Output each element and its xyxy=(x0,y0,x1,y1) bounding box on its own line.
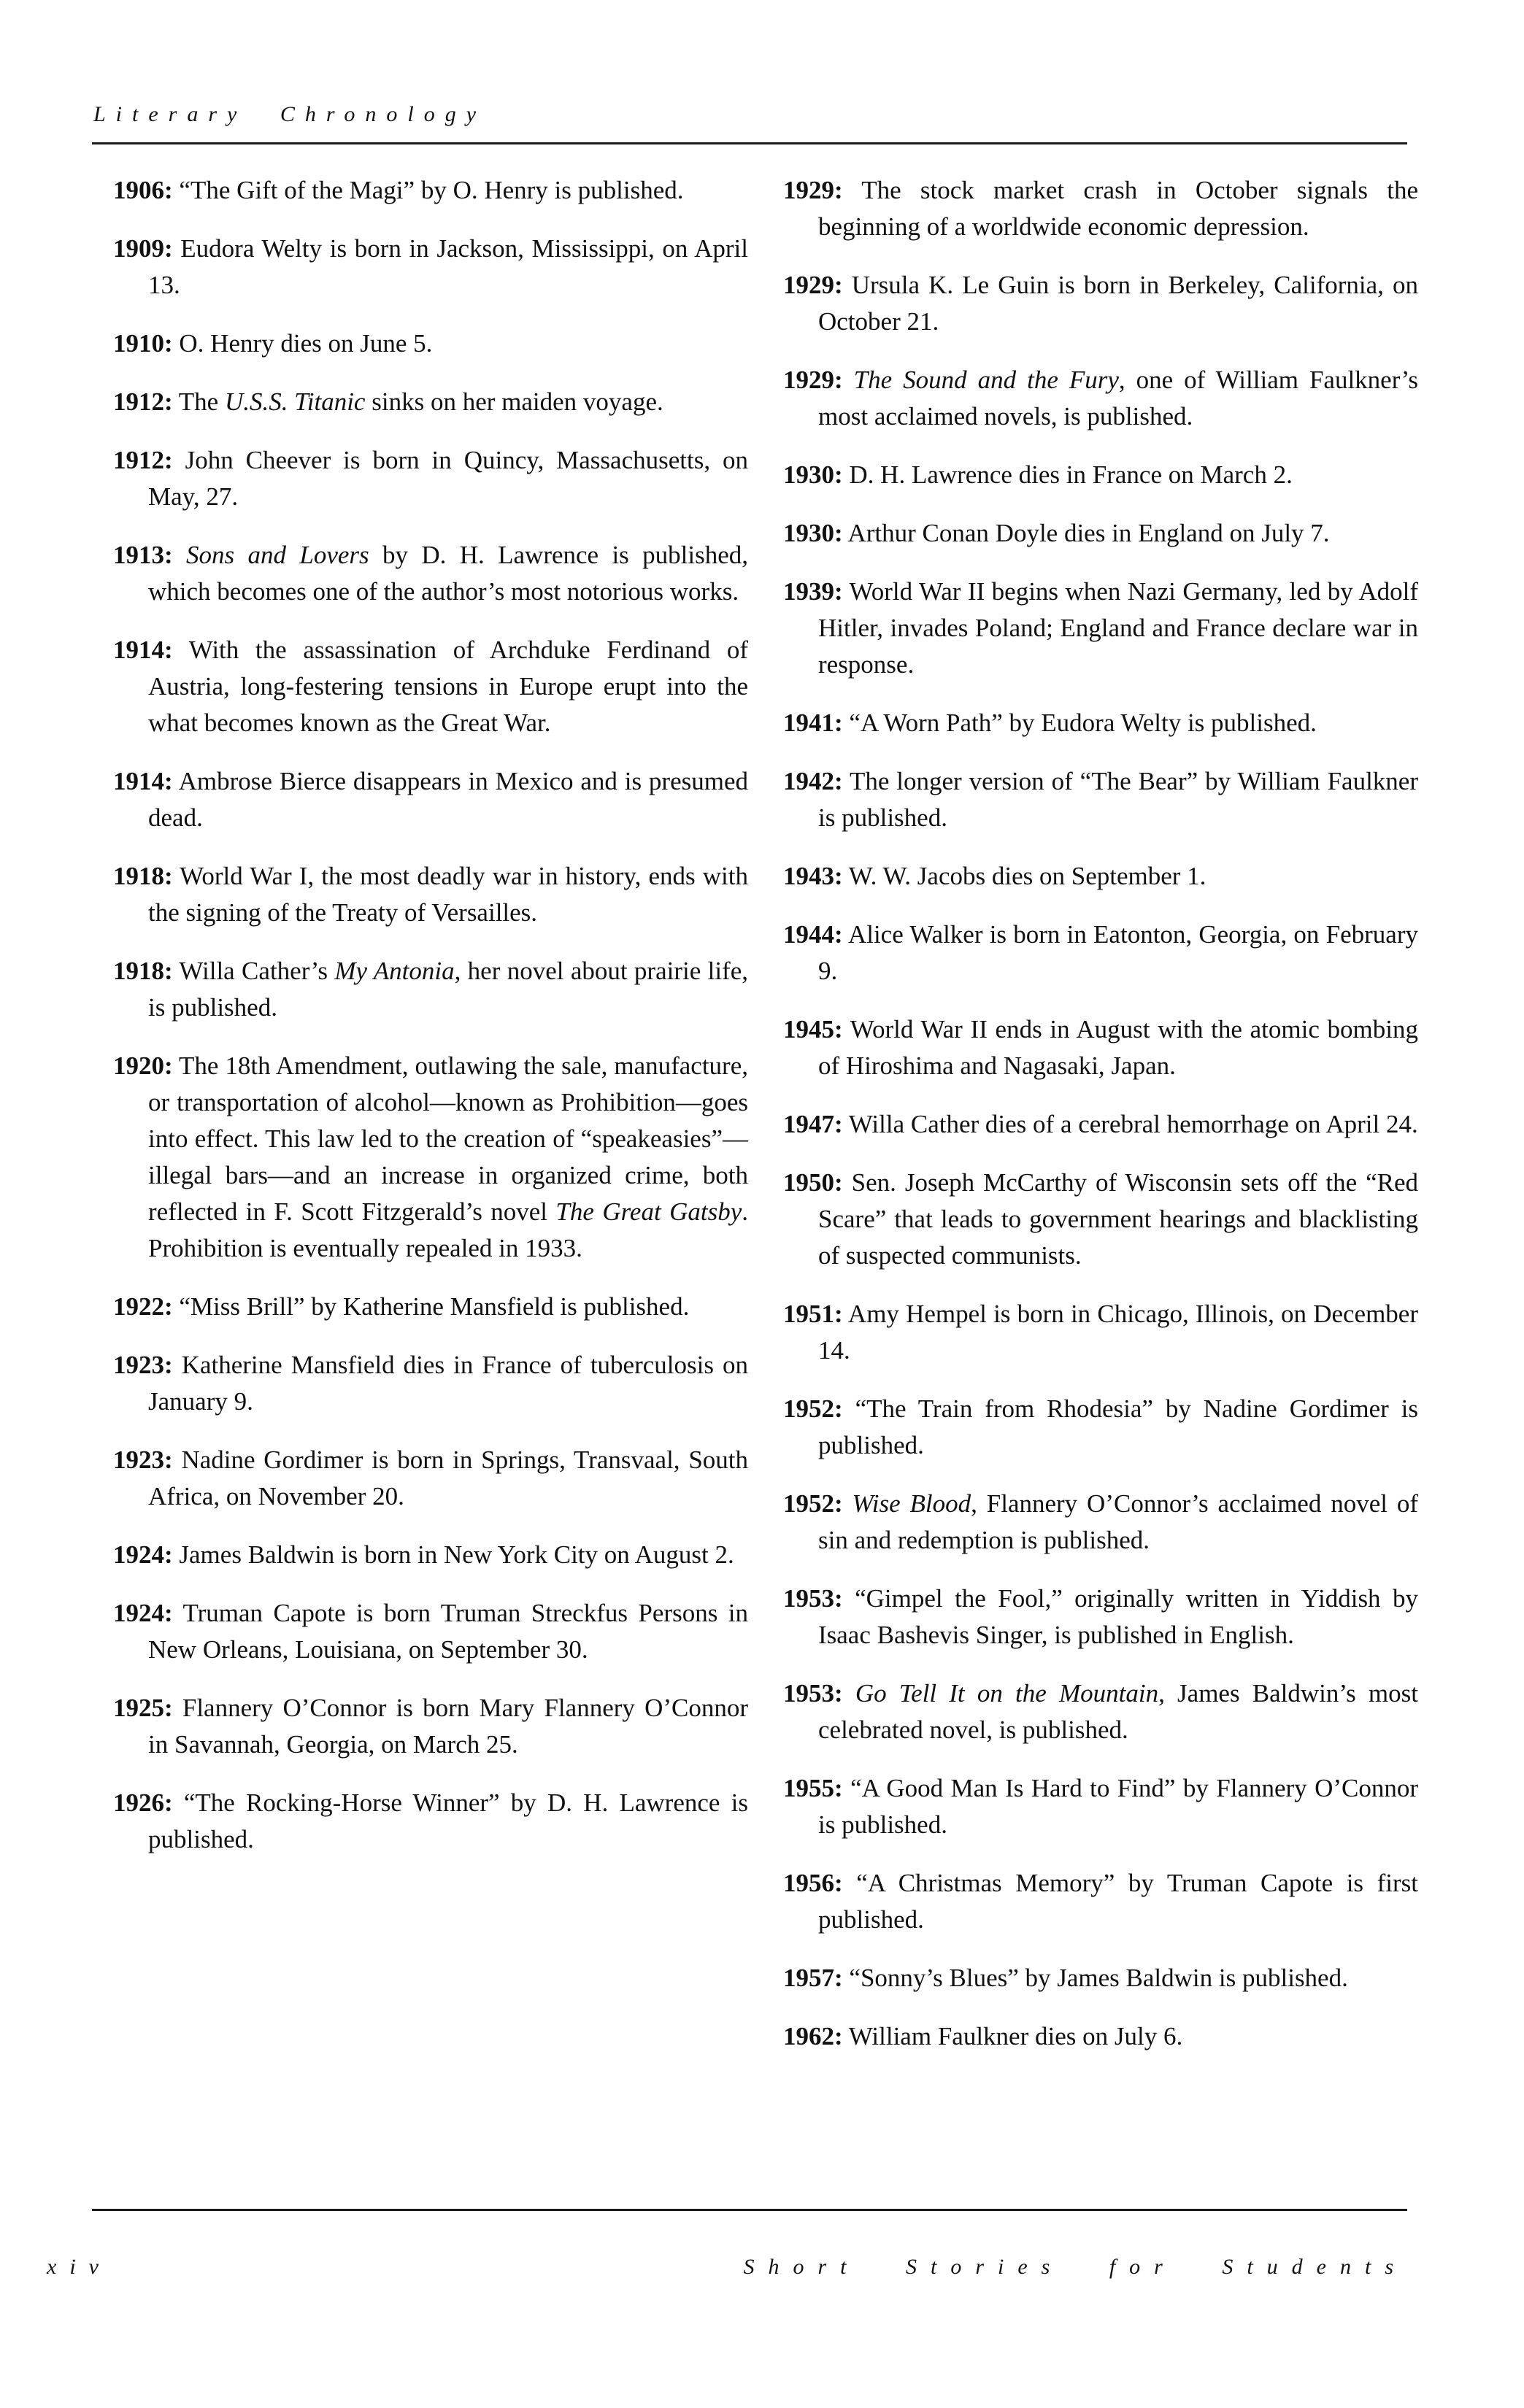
entry-year: 1914: xyxy=(113,636,173,664)
entry-text: Ursula K. Le Guin is born in Berkeley, California, on October 21. xyxy=(818,271,1418,336)
entry-year: 1924: xyxy=(113,1599,173,1627)
entry-year: 1918: xyxy=(113,957,173,985)
entry-text: The longer version of “The Bear” by William Faulkner is published. xyxy=(818,767,1418,832)
entry-year: 1956: xyxy=(783,1869,843,1897)
chronology-entry xyxy=(783,1486,1418,1559)
entry-text: World War II ends in August with the atomic bombing of Hiroshima and Nagasaki, Japan. xyxy=(818,1015,1419,1080)
entry-year: 1920: xyxy=(113,1051,173,1080)
entry-year: 1926: xyxy=(113,1788,173,1817)
entry-year: 1962: xyxy=(783,2022,843,2050)
entry-year: 1918: xyxy=(113,862,173,890)
entry-text: John Cheever is born in Quincy, Massachusetts, on May, 27. xyxy=(148,446,749,511)
entry-year: 1955: xyxy=(783,1774,843,1802)
entry-year: 1924: xyxy=(113,1540,173,1569)
chronology-entry xyxy=(113,231,748,304)
entry-text: Sen. Joseph McCarthy of Wisconsin sets off the “Red Scare” that leads to government hearings and blacklisting of suspected communists. xyxy=(818,1168,1419,1270)
right-column xyxy=(783,172,1418,2077)
chronology-entry xyxy=(783,1011,1418,1084)
entry-year: 1957: xyxy=(783,1964,843,1992)
entry-text: Nadine Gordimer is born in Springs, Transvaal, South Africa, on November 20. xyxy=(148,1446,749,1510)
entry-year: 1950: xyxy=(783,1168,843,1197)
entry-year: 1944: xyxy=(783,920,843,949)
chronology-entry xyxy=(783,1296,1418,1369)
entry-text: With the assassination of Archduke Ferdinand of Austria, long-festering tensions in Europe erupt into the what becomes known as the Great War. xyxy=(148,636,748,737)
entry-text: “A Good Man Is Hard to Find” by Flannery O’Connor is published. xyxy=(818,1774,1418,1839)
entry-text: “A Christmas Memory” by Truman Capote is first published. xyxy=(818,1869,1419,1934)
entry-year: 1952: xyxy=(783,1489,843,1518)
entry-text: The stock market crash in October signals the beginning of a worldwide economic depression. xyxy=(818,176,1418,241)
entry-year: 1945: xyxy=(783,1015,843,1043)
entry-year: 1939: xyxy=(783,577,843,606)
chronology-entry xyxy=(783,172,1418,245)
chronology-entry xyxy=(113,442,748,515)
entry-text: Ambrose Bierce disappears in Mexico and is presumed dead. xyxy=(148,767,748,832)
entry-year: 1953: xyxy=(783,1584,843,1613)
entry-text: World War I, the most deadly war in history, ends with the signing of the Treaty of Versailles. xyxy=(148,862,748,927)
chronology-entry xyxy=(113,384,748,420)
entry-year: 1925: xyxy=(113,1694,173,1722)
entry-text: Katherine Mansfield dies in France of tuberculosis on January 9. xyxy=(148,1351,748,1416)
entry-text: Willa Cather dies of a cerebral hemorrhage on April 24. xyxy=(848,1110,1418,1138)
chronology-entry xyxy=(783,574,1418,683)
chronology-entry xyxy=(113,763,748,836)
entry-text: “Gimpel the Fool,” originally written in Yiddish by Isaac Bashevis Singer, is published in English. xyxy=(818,1584,1418,1649)
chronology-entry xyxy=(783,705,1418,741)
chronology-entry xyxy=(783,457,1418,493)
entry-year: 1912: xyxy=(113,446,173,474)
header-rule xyxy=(92,142,1407,144)
entry-year: 1942: xyxy=(783,767,843,795)
entry-text: William Faulkner dies on July 6. xyxy=(848,2022,1183,2050)
entry-text: Willa Cather’s My Antonia, her novel about prairie life, is published. xyxy=(148,957,748,1022)
chronology-entry xyxy=(113,858,748,931)
entry-text: Wise Blood, Flannery O’Connor’s acclaimed novel of sin and redemption is published. xyxy=(818,1489,1418,1554)
chronology-entry xyxy=(783,1675,1418,1748)
entry-text: “The Gift of the Magi” by O. Henry is published. xyxy=(179,176,684,204)
entry-year: 1929: xyxy=(783,271,843,299)
entry-year: 1941: xyxy=(783,709,843,737)
entry-year: 1929: xyxy=(783,176,843,204)
entry-year: 1914: xyxy=(113,767,173,795)
chronology-entry xyxy=(783,2018,1418,2055)
entry-text: O. Henry dies on June 5. xyxy=(179,329,433,358)
chronology-entry xyxy=(113,1048,748,1267)
chronology-entry xyxy=(783,515,1418,552)
entry-year: 1923: xyxy=(113,1446,173,1474)
entry-year: 1947: xyxy=(783,1110,843,1138)
chronology-entry xyxy=(783,1770,1418,1843)
chronology-entry xyxy=(113,1289,748,1325)
chronology-entry xyxy=(783,1391,1418,1464)
entry-year: 1922: xyxy=(113,1292,173,1321)
page-number: xiv xyxy=(47,2255,112,2279)
entry-year: 1930: xyxy=(783,460,843,489)
entry-text: W. W. Jacobs dies on September 1. xyxy=(848,862,1206,890)
chronology-entry xyxy=(783,916,1418,989)
entry-text: The 18th Amendment, outlawing the sale, manufacture, or transportation of alcohol—known as Prohibition—goes into effect. This law led to the creation of “speakeasies”—illegal bars—and an increase in organized crime, both reflected in F. Scott Fitzgerald’s novel The Great Gatsby. Prohibition is eventually repealed in 1933. xyxy=(148,1051,748,1262)
chronology-entry xyxy=(783,362,1418,435)
chronology-entry xyxy=(113,1442,748,1515)
entry-text: Eudora Welty is born in Jackson, Mississippi, on April 13. xyxy=(148,234,749,299)
chronology-entry xyxy=(113,632,748,741)
chronology-entry xyxy=(783,858,1418,895)
entry-year: 1929: xyxy=(783,366,843,394)
entry-text: James Baldwin is born in New York City on August 2. xyxy=(179,1540,734,1569)
chronology-entry xyxy=(783,763,1418,836)
entry-text: The U.S.S. Titanic sinks on her maiden voyage. xyxy=(178,387,663,416)
chronology-entry xyxy=(783,1106,1418,1143)
entry-text: “Miss Brill” by Katherine Mansfield is published. xyxy=(179,1292,690,1321)
footer-rule xyxy=(92,2209,1407,2211)
chronology-entry xyxy=(113,1537,748,1573)
entry-text: Arthur Conan Doyle dies in England on July 7. xyxy=(847,519,1330,547)
entry-text: Go Tell It on the Mountain, James Baldwin’s most celebrated novel, is published. xyxy=(818,1679,1418,1744)
chronology-entry xyxy=(113,172,748,209)
chronology-entry xyxy=(783,1581,1418,1653)
entry-year: 1906: xyxy=(113,176,173,204)
entry-year: 1952: xyxy=(783,1394,843,1423)
entry-year: 1923: xyxy=(113,1351,173,1379)
entry-year: 1912: xyxy=(113,387,173,416)
chronology-entry xyxy=(783,1165,1418,1274)
chronology-entry xyxy=(113,325,748,362)
chronology-entry xyxy=(113,1690,748,1763)
chronology-entry xyxy=(113,1785,748,1858)
entry-text: Sons and Lovers by D. H. Lawrence is published, which becomes one of the author’s most notorious works. xyxy=(148,541,748,606)
entry-year: 1953: xyxy=(783,1679,843,1707)
chronology-entry xyxy=(113,1595,748,1668)
chronology-entry xyxy=(113,537,748,610)
entry-text: D. H. Lawrence dies in France on March 2. xyxy=(849,460,1293,489)
series-title: Short Stories for Students xyxy=(743,2255,1407,2279)
entry-text: Alice Walker is born in Eatonton, Georgia, on February 9. xyxy=(818,920,1418,985)
chronology-entry xyxy=(113,953,748,1026)
entry-text: “A Worn Path” by Eudora Welty is published. xyxy=(849,709,1317,737)
chronology-entry xyxy=(783,1865,1418,1938)
entry-year: 1909: xyxy=(113,234,173,263)
running-head: Literary Chronology xyxy=(93,102,487,126)
entry-year: 1951: xyxy=(783,1300,843,1328)
entry-text: Flannery O’Connor is born Mary Flannery O’Connor in Savannah, Georgia, on March 25. xyxy=(148,1694,748,1759)
entry-text: World War II begins when Nazi Germany, led by Adolf Hitler, invades Poland; England and France declare war in response. xyxy=(818,577,1419,679)
chronology-entry xyxy=(783,1960,1418,1996)
entry-text: Amy Hempel is born in Chicago, Illinois, on December 14. xyxy=(818,1300,1419,1365)
entry-text: Truman Capote is born Truman Streckfus Persons in New Orleans, Louisiana, on September 30. xyxy=(148,1599,748,1664)
entry-year: 1930: xyxy=(783,519,843,547)
entry-year: 1910: xyxy=(113,329,173,358)
entry-year: 1913: xyxy=(113,541,173,569)
chronology-entry xyxy=(783,267,1418,340)
entry-text: The Sound and the Fury, one of William Faulkner’s most acclaimed novels, is published. xyxy=(818,366,1419,431)
left-column xyxy=(113,172,748,1880)
entry-text: “The Rocking-Horse Winner” by D. H. Lawrence is published. xyxy=(148,1788,748,1853)
entry-text: “The Train from Rhodesia” by Nadine Gordimer is published. xyxy=(818,1394,1419,1459)
entry-text: “Sonny’s Blues” by James Baldwin is published. xyxy=(849,1964,1348,1992)
entry-year: 1943: xyxy=(783,862,843,890)
chronology-entry xyxy=(113,1347,748,1420)
